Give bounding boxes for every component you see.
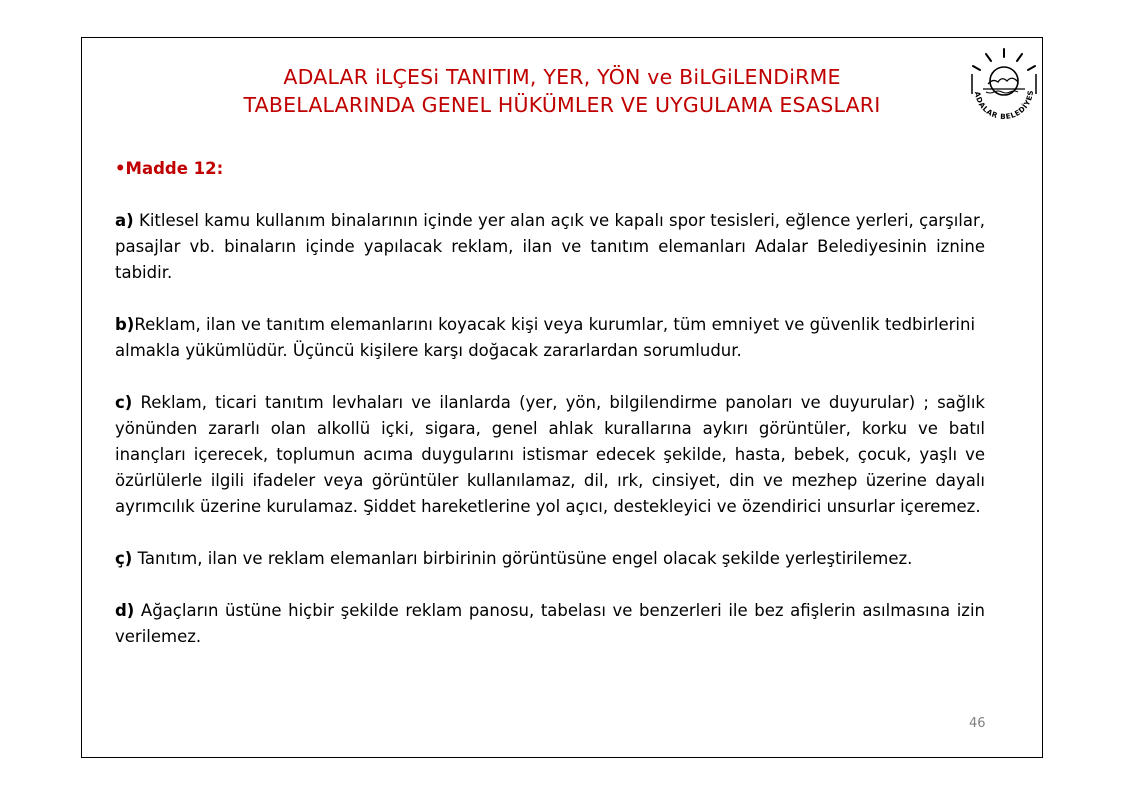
paragraph-label: d): [115, 601, 135, 620]
madde-title: Madde 12:: [125, 159, 224, 178]
page-number: 46: [969, 716, 986, 731]
madde-heading: [115, 156, 985, 182]
logo-text: ADALAR BELEDİYES: [972, 89, 1036, 122]
paragraph-b: [115, 312, 985, 364]
paragraph-c: [115, 390, 985, 520]
page-title: [82, 63, 1042, 119]
paragraph-d: [115, 598, 985, 650]
paragraph-a: [115, 208, 985, 286]
paragraph-text: Reklam, ilan ve tanıtım elemanlarını koyacak kişi veya kurumlar, tüm emniyet ve güvenlik tedbirlerini almakla yükümlüdür. Üçüncü kişilere karşı doğacak zararlardan sorumludur.: [115, 315, 976, 360]
adalar-belediyesi-logo: [966, 46, 1042, 122]
paragraph-label: c): [115, 393, 133, 412]
paragraph-text: Reklam, ticari tanıtım levhaları ve ilanlarda (yer, yön, bilgilendirme panoları ve duyurular) ; sağlık yönünden zararlı olan alkollü içki, sigara, genel ahlak kurallarına aykırı görüntüler, korku ve batıl inançları içerecek, toplumun acıma duygularını istismar edecek şekilde, hasta, bebek, çocuk, yaşlı ve özürlülerle ilgili ifadeler veya görüntüler kullanılamaz, dil, ırk, cinsiyet, din ve mezhep üzerine dayalı ayrımcılık üzerine kurulamaz. Şiddet hareketlerine yol açıcı, destekleyici ve özendirici unsurlar içeremez.: [115, 393, 985, 516]
bullet: •: [115, 159, 126, 178]
paragraph-label: ç): [115, 549, 133, 568]
paragraph-text: Kitlesel kamu kullanım binalarının içinde yer alan açık ve kapalı spor tesisleri, eğlence yerleri, çarşılar, pasajlar vb. binaların içinde yapılacak reklam, ilan ve tanıtım elemanları Adalar Belediyesinin iznine tabidir.: [115, 211, 985, 282]
paragraph-label: b): [115, 315, 135, 334]
paragraph-text: Tanıtım, ilan ve reklam elemanları birbirinin görüntüsüne engel olacak şekilde yerleştirilemez.: [132, 549, 913, 568]
paragraph-text: Ağaçların üstüne hiçbir şekilde reklam panosu, tabelası ve benzerleri ile bez afişlerin asılmasına izin verilemez.: [115, 601, 985, 646]
slide: [81, 37, 1043, 758]
title-line-1: ADALAR iLÇESi TANITIM, YER, YÖN ve BiLGiLENDiRME: [283, 65, 841, 89]
article-content: [115, 156, 985, 676]
paragraph-c-cedilla: [115, 546, 985, 572]
paragraph-label: a): [115, 211, 134, 230]
svg-text:ADALAR BELEDİYESİ: [966, 46, 1035, 121]
title-line-2: TABELALARINDA GENEL HÜKÜMLER VE UYGULAMA ESASLARI: [243, 93, 881, 117]
